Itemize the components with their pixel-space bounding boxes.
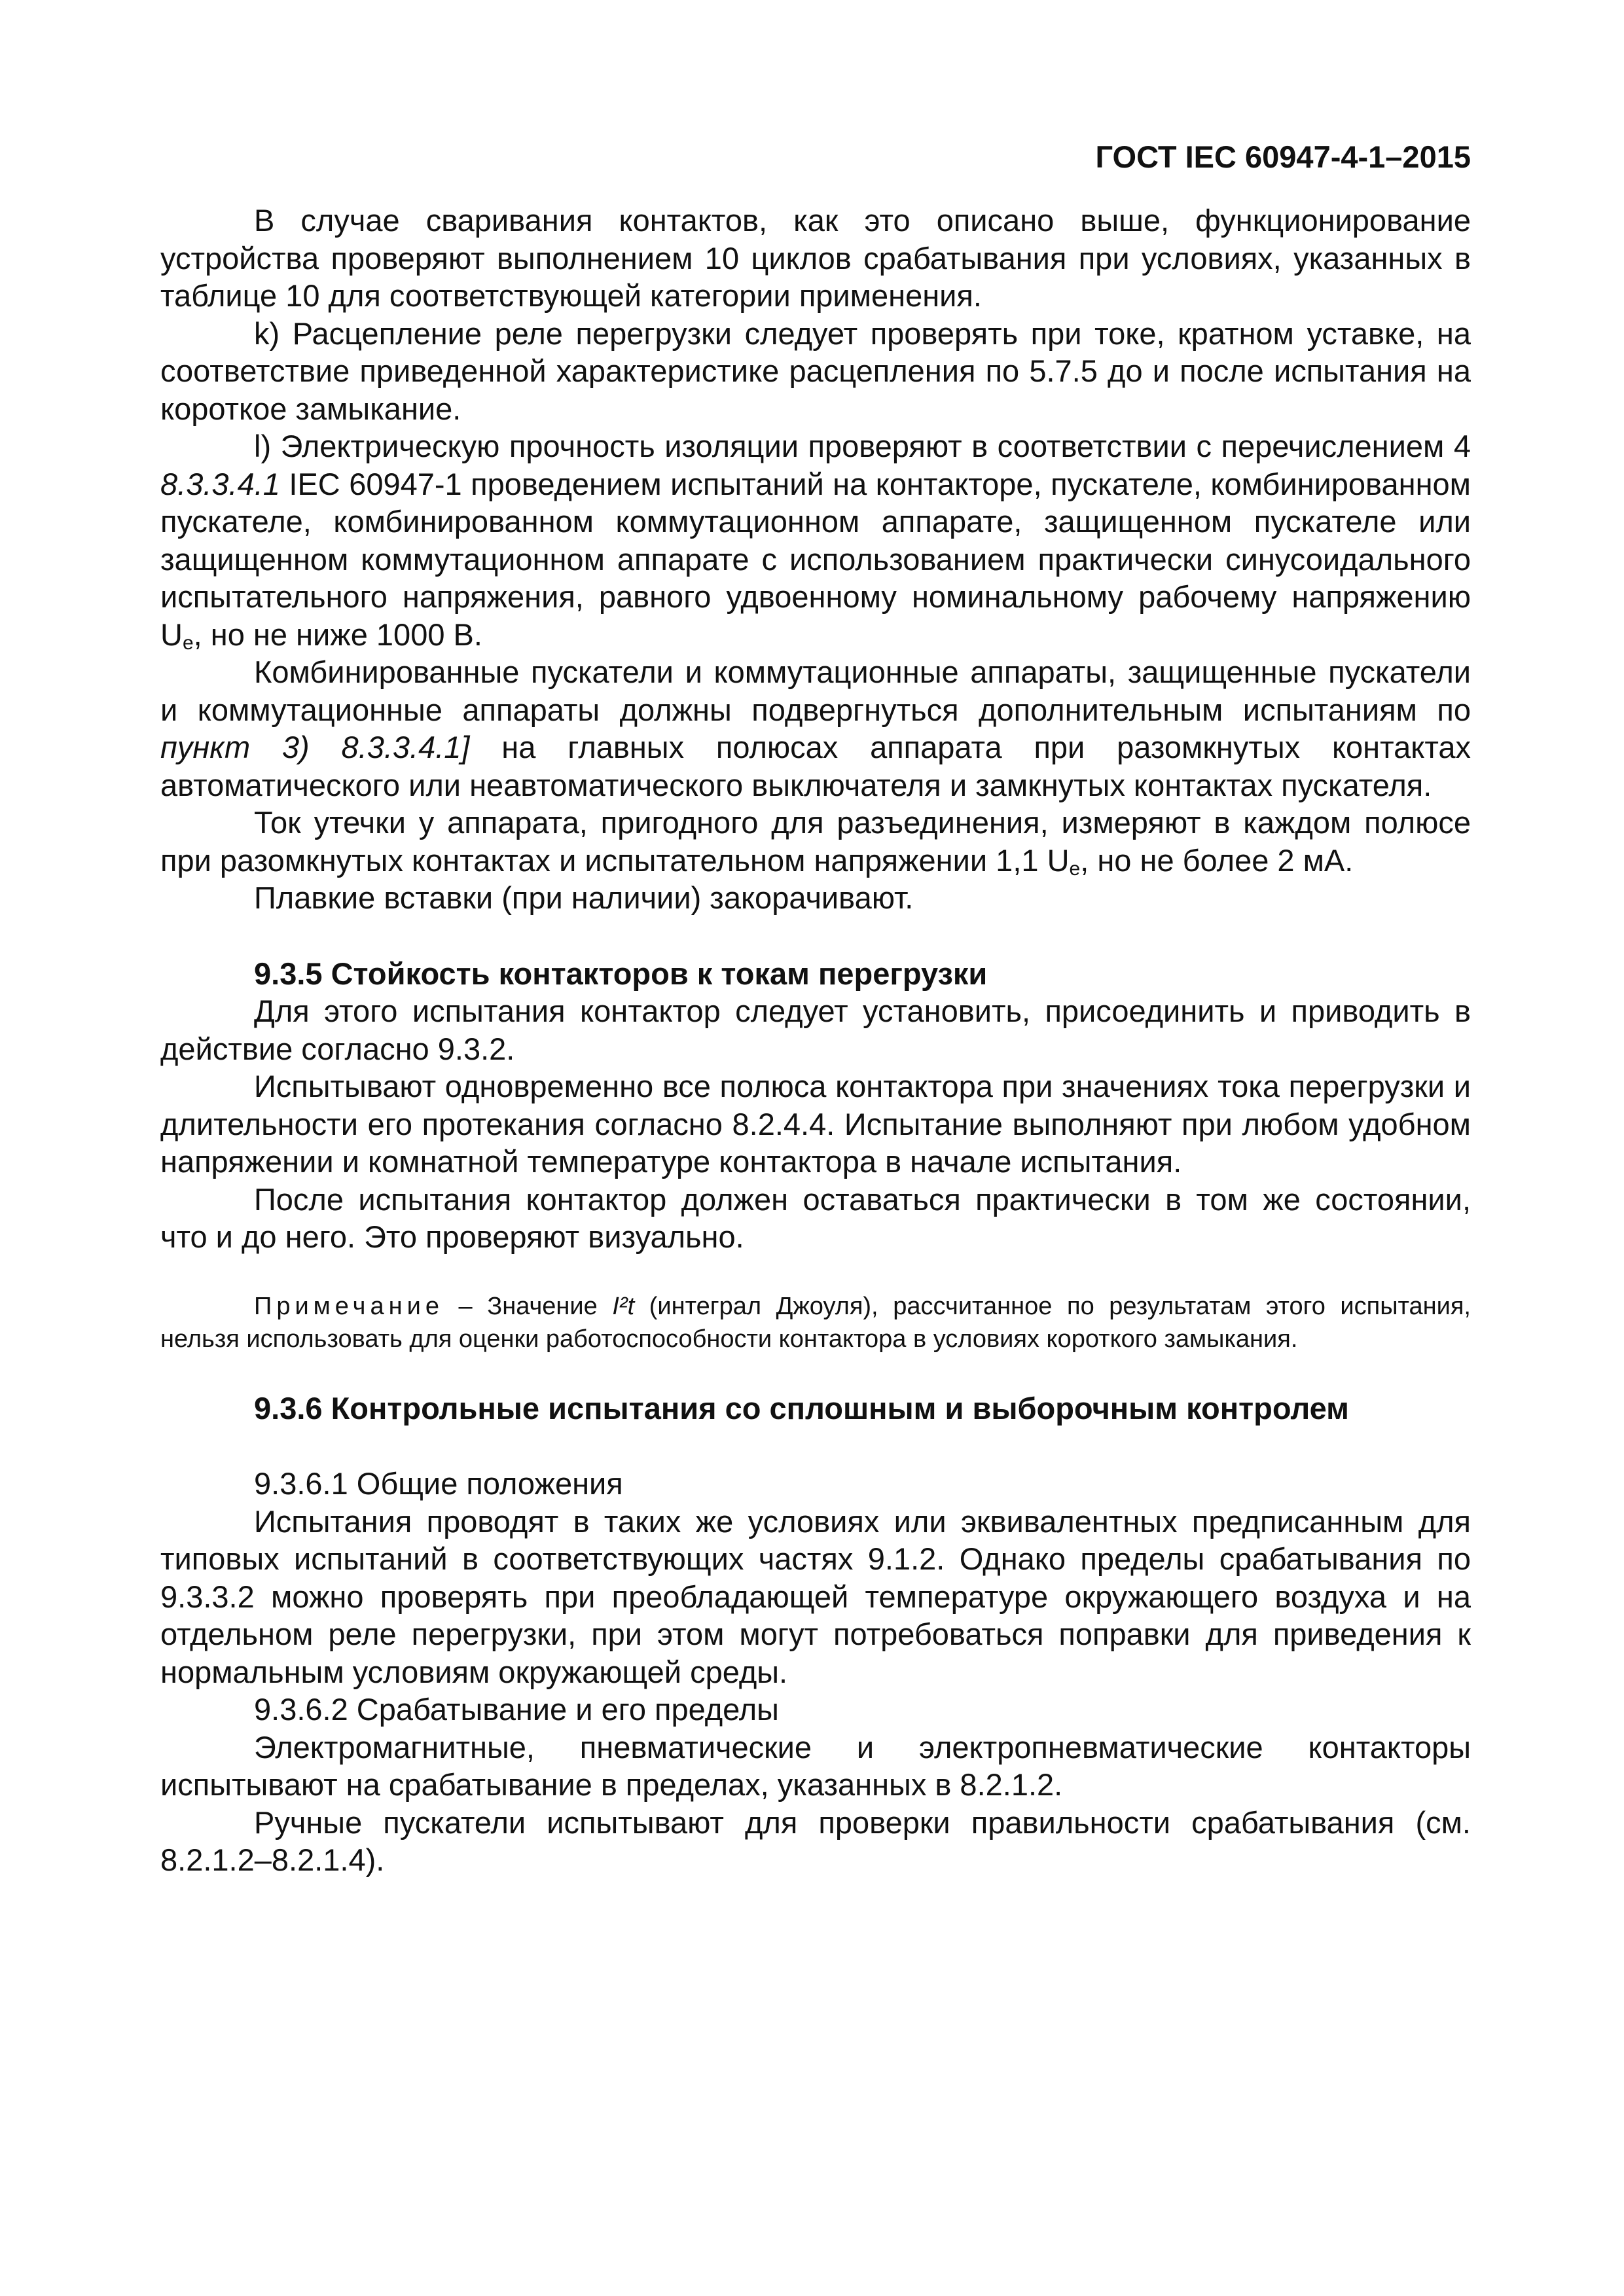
paragraph-935-2: Испытывают одновременно все полюса контактора при значениях тока перегрузки и длительности его протекания согласно 8.2.4.4. Испытание выполняют при любом удобном напряжении и комнатной температуре контактора в начале испытания.	[160, 1069, 1471, 1179]
note-text-a: – Значение	[443, 1292, 613, 1320]
subsection-title-9-3-6-2: 9.3.6.2 Срабатывание и его пределы	[254, 1692, 779, 1727]
subscript-e: e	[1069, 857, 1081, 880]
paragraph-combined-text-a: Комбинированные пускатели и коммутационные аппараты, защищенные пускатели и коммутационные аппараты должны подвергнуться дополнительным испытаниям по	[160, 655, 1471, 727]
note-label: Примечание	[254, 1292, 444, 1320]
note-joule-integral	[160, 1290, 1471, 1355]
note-text-b: (интеграл Джоуля), рассчитанное по результатам этого испытания, нельзя использовать для оценки работоспособности контактора в условиях короткого замыкания.	[160, 1292, 1471, 1353]
note-formula: I²t	[612, 1292, 635, 1320]
paragraph-item-l-text-a: l) Электрическую прочность изоляции проверяют в соответствии с перечислением 4	[254, 429, 1471, 463]
section-heading-9-3-5: 9.3.5 Стойкость контакторов к токам перегрузки	[254, 956, 988, 991]
subsection-title-9-3-6-1: 9.3.6.1 Общие положения	[254, 1466, 623, 1501]
section-heading-9-3-6: 9.3.6 Контрольные испытания со сплошным и выборочным контролем	[254, 1390, 1349, 1426]
paragraph-leakage-current	[160, 804, 1471, 879]
spacer	[160, 1355, 1471, 1390]
document-body	[160, 202, 1471, 1879]
paragraph-combined-text-b: на главных полюсах аппарата при разомкнутых контактах автоматического или неавтоматического выключателя и замкнутых контактах пускателя.	[160, 730, 1471, 802]
paragraph-935-3: После испытания контактор должен оставаться практически в том же состоянии, что и до него. Это проверяют визуально.	[160, 1181, 1471, 1254]
paragraph-welding: В случае сваривания контактов, как это описано выше, функционирование устройства проверяют выполнением 10 циклов срабатывания при условиях, указанных в таблице 10 для соответствующей категории применения.	[160, 203, 1471, 313]
paragraph-9362-1: Электромагнитные, пневматические и электропневматические контакторы испытывают на срабатывание в пределах, указанных в 8.2.1.2.	[160, 1729, 1471, 1802]
paragraph-935-1: Для этого испытания контактор следует установить, присоединить и приводить в действие согласно 9.3.2.	[160, 994, 1471, 1066]
subscript-e: e	[182, 632, 194, 654]
paragraph-leakage-text-b: , но не более 2 мА.	[1080, 842, 1354, 878]
clause-reference: пункт 3) 8.3.3.4.1]	[160, 730, 470, 764]
paragraph-combined-starters	[160, 653, 1471, 804]
spacer	[160, 1427, 1471, 1465]
paragraph-9362-2: Ручные пускатели испытывают для проверки правильности срабатывания (см. 8.2.1.2–8.2.1.4).	[160, 1804, 1471, 1877]
paragraph-9361-1: Испытания проводят в таких же условиях или эквивалентных предписанным для типовых испытаний в соответствующих частях 9.1.2. Однако пределы срабатывания по 9.3.3.2 можно проверять при преобладающей температуре окружающего воздуха и на отдельном реле перегрузки, при этом могут потребоваться поправки для приведения к нормальным условиям окружающей среды.	[160, 1503, 1471, 1689]
paragraph-item-k: k) Расцепление реле перегрузки следует проверять при токе, кратном уставке, на соответствие приведенной характеристике расцепления по 5.7.5 до и после испытания на короткое замыкание.	[160, 315, 1471, 426]
paragraph-fuses: Плавкие вставки (при наличии) закорачивают.	[254, 880, 914, 915]
paragraph-item-l	[160, 427, 1471, 653]
document-code-header: ГОСТ IEC 60947-4-1–2015	[1095, 139, 1471, 174]
clause-reference: 8.3.3.4.1	[160, 466, 280, 501]
paragraph-leakage-text-a: Ток утечки у аппарата, пригодного для разъединения, измеряют в каждом полюсе при разомкнутых контактах и испытательном напряжении 1,1 U	[160, 805, 1471, 878]
paragraph-item-l-text-c: , но не ниже 1000 В.	[193, 617, 482, 652]
paragraph-item-l-text-b: IEC 60947-1 проведением испытаний на контакторе, пускателе, комбинированном пускателе, комбинированном коммутационном аппарате, защищенном пускателе или защищенном коммутационном аппарате с использованием практически синусоидального испытательного напряжения, равного удвоенному номинальному рабочему напряжению U	[160, 466, 1471, 652]
spacer	[160, 1256, 1471, 1290]
spacer	[160, 917, 1471, 955]
